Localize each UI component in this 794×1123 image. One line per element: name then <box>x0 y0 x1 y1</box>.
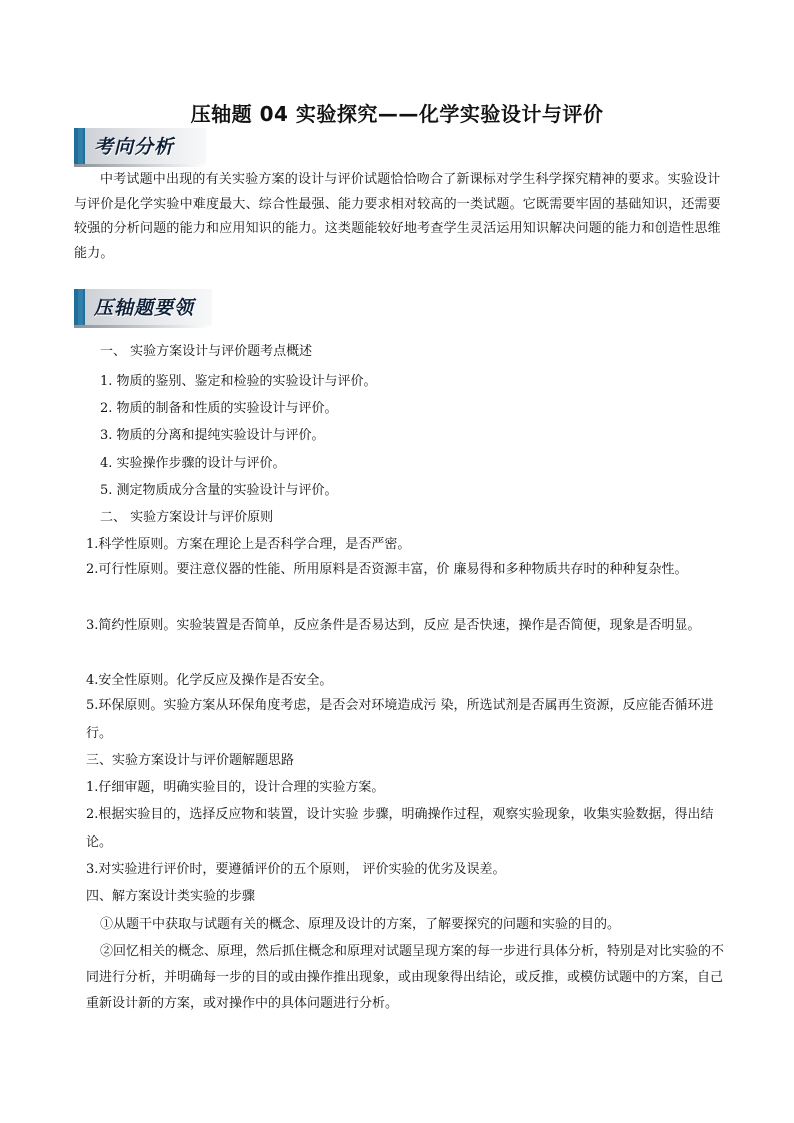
section2-heading: 二、 实验方案设计与评价原则 <box>100 510 274 525</box>
section4-heading: 四、解方案设计类实验的步骤 <box>86 889 256 904</box>
banner-essentials-label: 压轴题要领 <box>94 297 195 319</box>
list-item: ①从题干中获取与试题有关的概念、原理及设计的方案，了解要探究的问题和实验的目的。 <box>100 917 621 932</box>
list-item: 1.仔细审题，明确实验目的，设计合理的实验方案。 <box>86 780 385 795</box>
list-item: 2.根据实验目的，选择反应物和装置，设计实验 步骤，明确操作过程，观察实验现象，收集实验数据，得出结论。 <box>86 807 714 850</box>
banner-accent-stripe <box>78 289 83 325</box>
page-title: 压轴题 04 实验探究——化学实验设计与评价 <box>190 102 604 126</box>
list-item: 5.环保原则。实验方案从环保角度考虑，是否会对环境造成污 染，所选试剂是否属再生资源，反应能否循环进行。 <box>86 698 714 741</box>
intro-paragraph: 中考试题中出现的有关实验方案的设计与评价试题恰恰吻合了新课标对学生科学探究精神的要求。实验设计与评价是化学实验中难度最大、综合性最强、能力要求相对较高的一类试题。它既需要牢固的基础知识，还需要较强的分析问题的能力和应用知识的能力。这类题能较好地考查学生灵活运用知识解决问题的能力和创造性思维能力。 <box>74 172 721 261</box>
banner-shadow <box>74 164 206 167</box>
banner-analysis <box>74 128 206 164</box>
list-item: 5. 测定物质成分含量的实验设计与评价。 <box>100 483 338 498</box>
section3-heading: 三、实验方案设计与评价题解题思路 <box>86 753 295 768</box>
banner-accent-stripe <box>78 128 83 164</box>
list-item: 3.简约性原则。实验装置是否简单，反应条件是否易达到，反应 是否快速，操作是否简便，现象是否明显。 <box>86 618 701 633</box>
list-item: 3.对实验进行评价时，要遵循评价的五个原则， 评价实验的优劣及误差。 <box>86 862 506 877</box>
banner-analysis-label: 考向分析 <box>94 136 175 158</box>
list-item: 1.科学性原则。方案在理论上是否科学合理，是否严密。 <box>86 537 411 552</box>
list-item: 2.可行性原则。要注意仪器的性能、所用原料是否资源丰富，价 廉易得和多种物质共存时的种种复杂性。 <box>86 562 688 577</box>
list-item: ②回忆相关的概念、原理，然后抓住概念和原理对试题呈现方案的每一步进行具体分析，特别是对比实验的不同进行分析，并明确每一步的目的或由操作推出现象，或由现象得出结论，或反推，或模仿试题中的方案，自己重新设计新的方案，或对操作中的具体问题进行分析。 <box>86 944 725 1011</box>
banner-essentials <box>74 289 212 325</box>
list-item: 2. 物质的制备和性质的实验设计与评价。 <box>100 401 338 416</box>
list-item: 4. 实验操作步骤的设计与评价。 <box>100 456 286 471</box>
section1-heading: 一、 实验方案设计与评价题考点概述 <box>100 344 313 359</box>
list-item: 4.安全性原则。化学反应及操作是否安全。 <box>86 673 333 688</box>
list-item: 1. 物质的鉴别、鉴定和检验的实验设计与评价。 <box>100 374 377 389</box>
banner-shadow <box>74 325 212 328</box>
list-item: 3. 物质的分离和提纯实验设计与评价。 <box>100 428 325 443</box>
